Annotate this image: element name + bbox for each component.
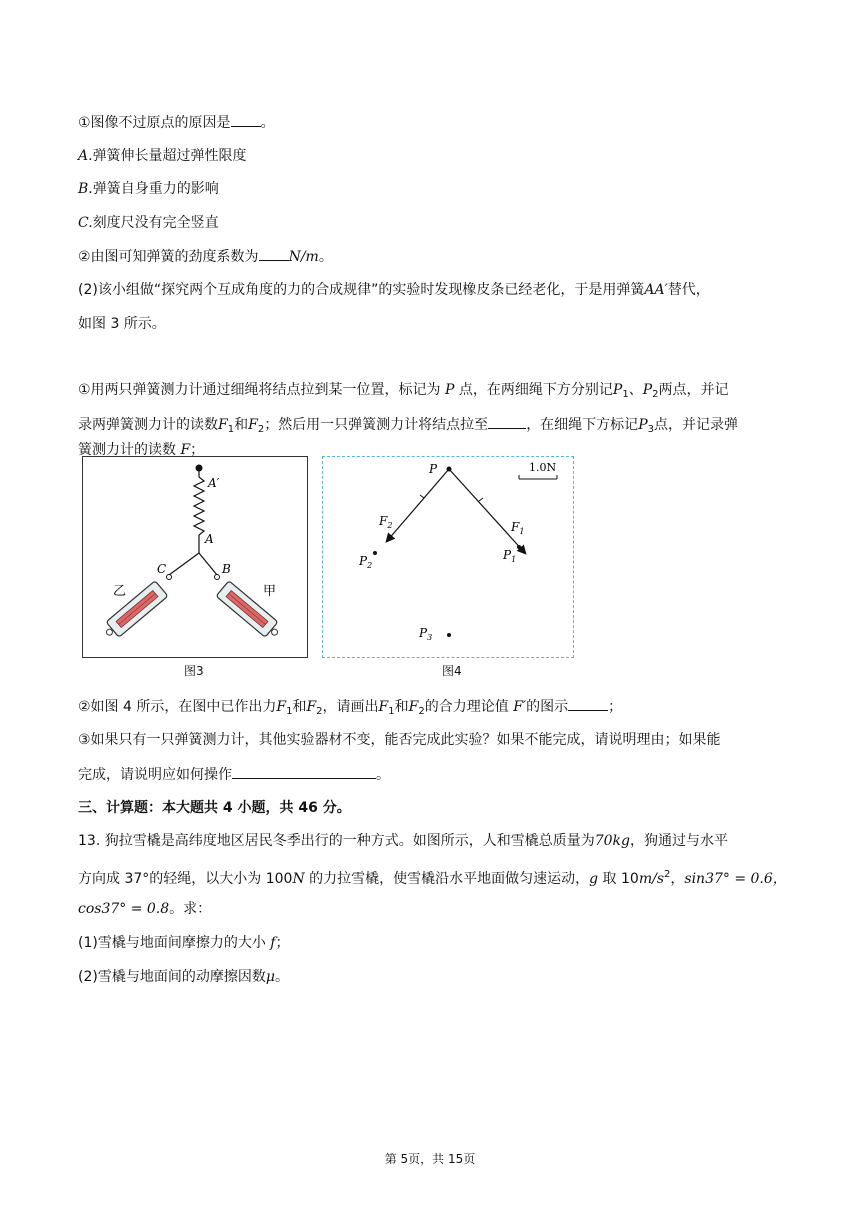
point-p1	[517, 545, 521, 549]
q2-line-1: (2)该小组做“探究两个互成角度的力的合成规律”的实验时发现橡皮条已经老化，于是用弹簧AA′替代，	[78, 282, 710, 298]
section-3-title: 三、计算题：本大题共 4 小题，共 46 分。	[78, 800, 351, 816]
anchor-point	[196, 465, 203, 472]
q2-line-5: 簧测力计的读数 F；	[78, 442, 205, 458]
page-footer: 第 5页，共 15页	[384, 1152, 476, 1166]
label-p1: $P_1$	[503, 548, 517, 564]
q2-line-4: 录两弹簧测力计的读数$F_1$和$F_2$；然后用一只弹簧测力计将结点拉至 ，在细绳下方标记$P_3$点，并记录弹	[78, 414, 738, 440]
string-c	[169, 553, 199, 575]
q1-option-b: B.弹簧自身重力的影响	[78, 181, 219, 197]
answer-blank[interactable]	[259, 246, 289, 261]
force-f1-arrow	[449, 469, 525, 553]
label-p2: $P_2$	[359, 554, 373, 570]
answer-blank[interactable]	[488, 414, 526, 429]
hook-b	[215, 575, 220, 580]
q13-line-3: cos37° = 0.8。求：	[78, 901, 212, 917]
q2-line-3: ①用两只弹簧测力计通过细绳将结点拉到某一位置，标记为 P 点，在两细绳下方分别记$P_1$、$P_2$两点，并记	[78, 382, 729, 400]
spring-aa	[194, 471, 204, 553]
q13-line-5: (2)雪橇与地面间的动摩擦因数μ。	[78, 969, 289, 985]
label-yi: 乙	[113, 584, 127, 599]
spring-scale-yi	[101, 581, 168, 642]
force-f2-arrow	[387, 469, 449, 541]
label-p: P	[429, 462, 438, 476]
q2-line-6: ②如图 4 所示，在图中已作出力$F_1$和$F_2$，请画出$F_1$和$F_2$的合力理论值 F′的图示 ；	[78, 696, 622, 722]
spring-setup-diagram	[83, 457, 309, 659]
label-f1: $F_1$	[511, 520, 525, 536]
figure-3	[82, 456, 308, 658]
force-diagram	[323, 457, 573, 657]
scale-label: 1.0N	[529, 461, 557, 474]
figure-4-caption: 图4	[442, 664, 462, 678]
figure-3-caption: 图3	[184, 664, 204, 678]
q13-line-1: 13. 狗拉雪橇是高纬度地区居民冬季出行的一种方式。如图所示，人和雪橇总质量为70kg，狗通过与水平	[78, 833, 728, 849]
string-b	[199, 553, 217, 575]
label-a: A	[205, 532, 214, 546]
q13-line-2: 方向成 37°的轻绳，以大小为 100N 的力拉雪橇，使雪橇沿水平地面做匀速运动，g 取 $10m/s^2$，sin37° = 0.6，	[78, 869, 787, 887]
q1-line-1: ①图像不过原点的原因是 。	[78, 112, 275, 133]
figure-4	[322, 456, 574, 658]
hook-c	[167, 575, 172, 580]
answer-blank[interactable]	[568, 696, 608, 711]
point-p2	[373, 551, 377, 555]
q13-line-4: (1)雪橇与地面间摩擦力的大小 f；	[78, 935, 290, 951]
q1-line-2: ②由图可知弹簧的劲度系数为 N/m。	[78, 246, 333, 267]
label-b: B	[222, 562, 231, 576]
point-p3	[447, 633, 451, 637]
label-a-prime: A′	[208, 476, 220, 490]
label-f2: $F_2$	[379, 514, 393, 530]
q1-option-c: C.刻度尺没有完全竖直	[78, 215, 219, 231]
label-jia: 甲	[263, 584, 277, 599]
label-p3: $P_3$	[419, 626, 433, 642]
answer-blank[interactable]	[232, 764, 376, 779]
q2-line-7: ③如果只有一只弹簧测力计，其他实验器材不变，能否完成此实验？如果不能完成，请说明理由；如果能	[78, 732, 721, 748]
label-c: C	[157, 562, 167, 576]
answer-blank[interactable]	[231, 112, 261, 127]
q1-option-a: A.弹簧伸长量超过弹性限度	[78, 148, 247, 164]
q2-line-2: 如图 3 所示。	[78, 316, 166, 332]
q2-line-8: 完成，请说明应如何操作 。	[78, 764, 390, 785]
